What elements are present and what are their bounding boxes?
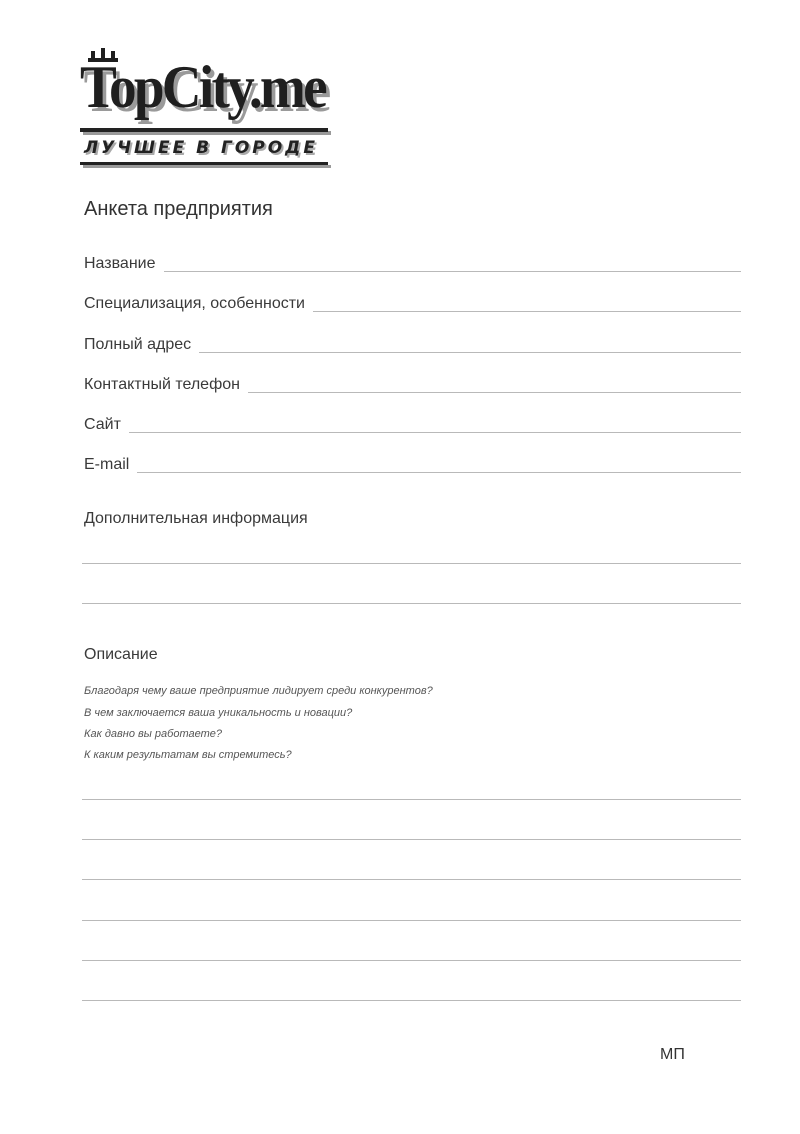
- field-phone-line[interactable]: [248, 392, 741, 393]
- field-website-label: Сайт: [84, 416, 121, 433]
- field-website[interactable]: [84, 412, 741, 436]
- field-phone[interactable]: [84, 372, 741, 396]
- description-question: Как давно вы работаете?: [84, 728, 222, 740]
- field-name-label: Название: [84, 255, 156, 272]
- description-question: К каким результатам вы стремитесь?: [84, 749, 292, 761]
- logo-tagline: ЛУЧШЕЕ В ГОРОДЕ: [84, 138, 318, 158]
- logo-wordmark: TopCity.me: [80, 54, 325, 120]
- description-line[interactable]: [82, 839, 741, 840]
- field-address[interactable]: [84, 332, 741, 356]
- stamp-place-label: МП: [660, 1046, 685, 1063]
- form-title: Анкета предприятия: [84, 198, 273, 220]
- field-name[interactable]: [84, 251, 741, 275]
- description-line[interactable]: [82, 960, 741, 961]
- description-line[interactable]: [82, 1000, 741, 1001]
- field-email[interactable]: [84, 452, 741, 476]
- field-name-line[interactable]: [164, 271, 742, 272]
- description-line[interactable]: [82, 920, 741, 921]
- logo-bar-bottom: [80, 162, 328, 165]
- description-line[interactable]: [82, 879, 741, 880]
- topcity-logo: [80, 48, 332, 158]
- logo-bar-top: [80, 128, 328, 132]
- field-specialization[interactable]: [84, 291, 741, 315]
- field-phone-label: Контактный телефон: [84, 376, 240, 393]
- description-question: В чем заключается ваша уникальность и новации?: [84, 707, 353, 719]
- description-label: Описание: [84, 646, 158, 663]
- description-line[interactable]: [82, 799, 741, 800]
- field-email-label: E-mail: [84, 456, 130, 473]
- additional-info-label: Дополнительная информация: [84, 510, 308, 527]
- field-specialization-label: Специализация, особенности: [84, 295, 305, 312]
- additional-info-line[interactable]: [82, 603, 741, 604]
- field-specialization-line[interactable]: [313, 311, 741, 312]
- field-email-line[interactable]: [137, 472, 741, 473]
- description-question: Благодаря чему ваше предприятие лидирует среди конкурентов?: [84, 685, 433, 697]
- field-address-line[interactable]: [199, 352, 741, 353]
- field-website-line[interactable]: [129, 432, 741, 433]
- additional-info-line[interactable]: [82, 563, 741, 564]
- field-address-label: Полный адрес: [84, 336, 192, 353]
